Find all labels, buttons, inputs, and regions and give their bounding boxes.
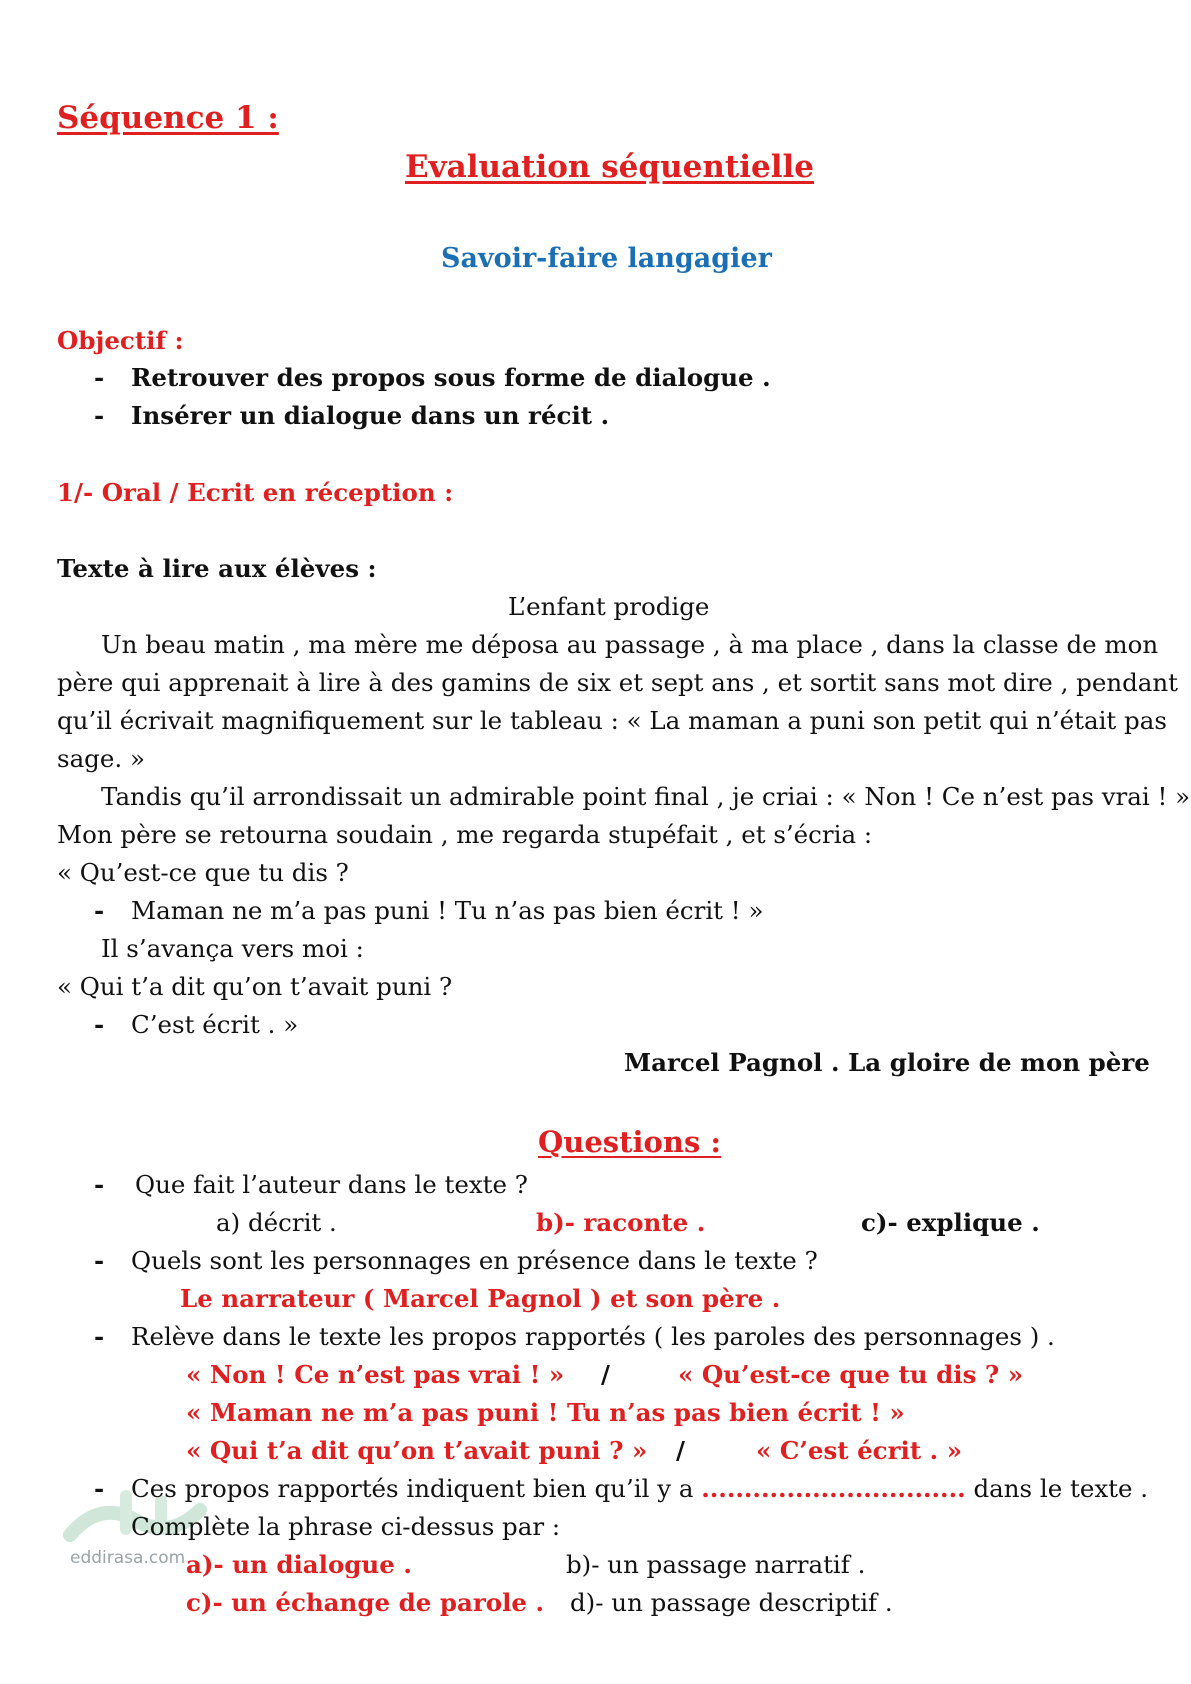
slash-separator: / [676, 1436, 685, 1465]
bullet-dash: - [94, 1246, 105, 1275]
question-2: Quels sont les personnages en présence dans le texte ? [131, 1246, 818, 1275]
bullet-dash: - [94, 1170, 105, 1199]
text-line: Mon père se retourna soudain , me regarda stupéfait , et s’écria : [57, 820, 873, 849]
watermark-text: eddirasa.com [70, 1548, 186, 1568]
text-line: Tandis qu’il arrondissait un admirable point final , je criai : « Non ! Ce n’est pas vrai ! » [101, 782, 1191, 811]
q4-option-c: c)- un échange de parole . [186, 1588, 545, 1617]
q4-blank: ............................... [701, 1474, 966, 1503]
text-line: « Qu’est-ce que tu dis ? [57, 858, 349, 887]
text-line: « Qui t’a dit qu’on t’avait puni ? [57, 972, 453, 1001]
q1-option-b: b)- raconte . [536, 1208, 706, 1237]
q2-answer: Le narrateur ( Marcel Pagnol ) et son père . [180, 1284, 781, 1313]
bullet-dash: - [94, 896, 105, 925]
objectif-label: Objectif : [57, 326, 184, 355]
text-author: Marcel Pagnol . La gloire de mon père [624, 1048, 1150, 1077]
q1-option-c: c)- explique . [861, 1208, 1040, 1237]
bullet-dash: - [94, 401, 105, 430]
text-line: qu’il écrivait magnifiquement sur le tableau : « La maman a puni son petit qui n’était pas [57, 706, 1167, 735]
page-title: Evaluation séquentielle [405, 149, 814, 185]
bullet-dash: - [94, 1010, 105, 1039]
objectif-item: Insérer un dialogue dans un récit . [131, 401, 610, 430]
q3-answer: « Qui t’a dit qu’on t’avait puni ? » [186, 1436, 648, 1465]
section-heading: 1/- Oral / Ecrit en réception : [57, 478, 454, 507]
q4-option-a: a)- un dialogue . [186, 1550, 412, 1579]
question-4 [131, 1474, 1148, 1503]
sequence-title: Séquence 1 : [57, 100, 279, 136]
text-line: C’est écrit . » [131, 1010, 299, 1039]
q3-answer: « Non ! Ce n’est pas vrai ! » [186, 1360, 565, 1389]
text-intro: Texte à lire aux élèves : [57, 554, 377, 583]
text-line: Un beau matin , ma mère me déposa au passage , à ma place , dans la classe de mon [101, 630, 1159, 659]
slash-separator: / [601, 1360, 610, 1389]
bullet-dash: - [94, 1474, 105, 1503]
text-line: Il s’avança vers moi : [101, 934, 364, 963]
q4-end: dans le texte . [973, 1474, 1149, 1503]
q3-answer: « Qu’est-ce que tu dis ? » [678, 1360, 1024, 1389]
text-title: L’enfant prodige [508, 592, 710, 621]
q4-start: Ces propos rapportés indiquent bien qu’il y a [131, 1474, 694, 1503]
q4-option-d: d)- un passage descriptif . [570, 1588, 893, 1617]
question-3: Relève dans le texte les propos rapportés ( les paroles des personnages ) . [131, 1322, 1055, 1351]
bullet-dash: - [94, 1322, 105, 1351]
questions-heading: Questions : [538, 1125, 722, 1159]
question-1: Que fait l’auteur dans le texte ? [135, 1170, 528, 1199]
bullet-dash: - [94, 363, 105, 392]
q3-answer: « Maman ne m’a pas puni ! Tu n’as pas bien écrit ! » [186, 1398, 905, 1427]
text-line: père qui apprenait à lire à des gamins de six et sept ans , et sortit sans mot dire , pendant [57, 668, 1179, 697]
objectif-item: Retrouver des propos sous forme de dialogue . [131, 363, 771, 392]
q3-answer: « C’est écrit . » [756, 1436, 963, 1465]
q4-option-b: b)- un passage narratif . [566, 1550, 866, 1579]
q4-instruction: Complète la phrase ci-dessus par : [131, 1512, 561, 1541]
text-line: sage. » [57, 744, 145, 773]
text-line: Maman ne m’a pas puni ! Tu n’as pas bien écrit ! » [131, 896, 764, 925]
q1-option-a: a) décrit . [216, 1208, 337, 1237]
page-subtitle: Savoir-faire langagier [441, 243, 772, 274]
